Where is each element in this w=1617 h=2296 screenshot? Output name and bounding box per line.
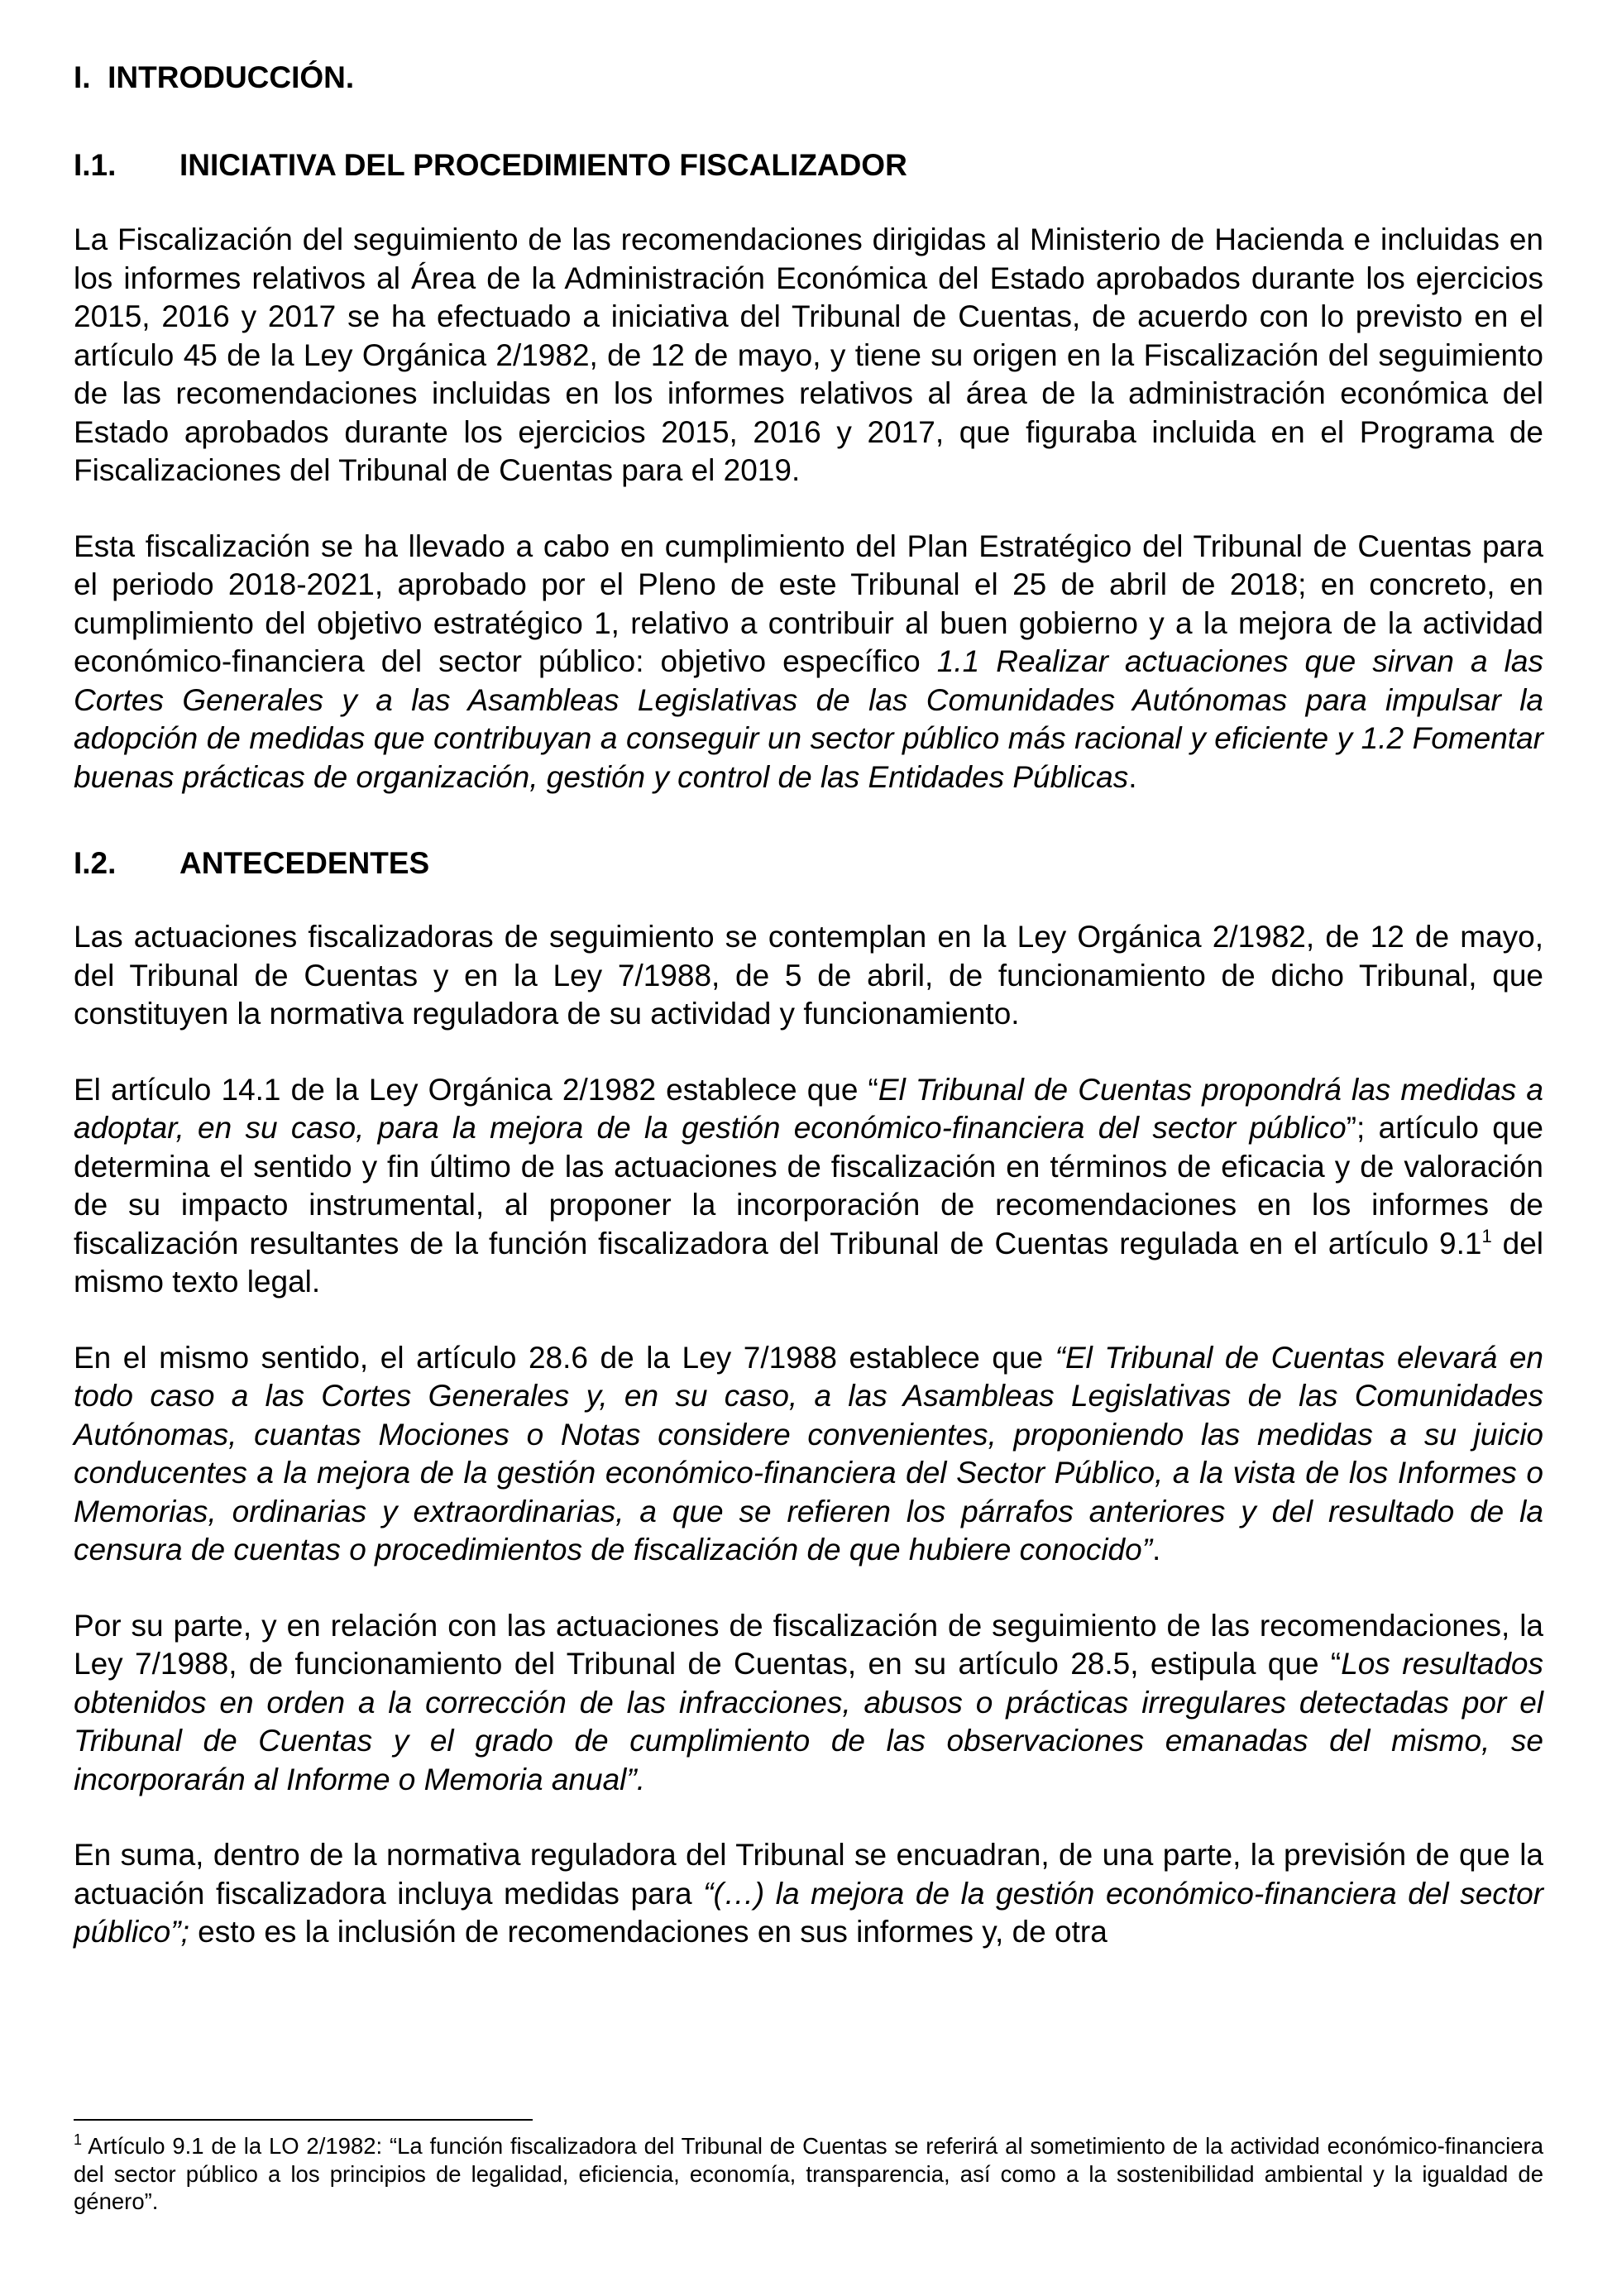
subsection-number: I.2. [74, 846, 117, 880]
paragraph-articulo-28-5 [74, 1607, 1543, 1800]
subsection-title: ANTECEDENTES [179, 846, 430, 880]
footnote [74, 2132, 1543, 2216]
section-title: INTRODUCCIÓN. [108, 60, 355, 94]
paragraph-italic-text: “(…) la mejora de la gestión económico-financiera del sector público”; [74, 1876, 1543, 1949]
footnote-text: Artículo 9.1 de la LO 2/1982: “La función fiscalizadora del Tribunal de Cuentas se referirá al sometimiento de la actividad económico-financiera del sector público a los principios de legalidad, eficiencia, economía, transparencia, así como a la sostenibilidad ambiental y la igualdad de género”. [74, 2133, 1543, 2214]
paragraph-text: . [1152, 1533, 1161, 1567]
document-body [74, 58, 1543, 1952]
paragraph-text: ”; artículo que determina el sentido y fin último de las actuaciones de fiscalización en términos de eficacia y de valoración de su impacto instrumental, al proponer la incorporación de recomendaciones en los informes de fiscalización resultantes de la función fiscalizadora del Tribunal de Cuentas regulada en el artículo 9.1 [74, 1111, 1543, 1260]
paragraph-iniciativa: La Fiscalización del seguimiento de las recomendaciones dirigidas al Ministerio de Hacienda e incluidas en los informes relativos al Área de la Administración Económica del Estado aprobados durante los ejercicios 2015, 2016 y 2017 se ha efectuado a iniciativa del Tribunal de Cuentas, de acuerdo con lo previsto en el artículo 45 de la Ley Orgánica 2/1982, de 12 de mayo, y tiene su origen en la Fiscalización del seguimiento de las recomendaciones incluidas en los informes relativos al área de la administración económica del Estado aprobados durante los ejercicios 2015, 2016 y 2017, que figuraba incluida en el Programa de Fiscalizaciones del Tribunal de Cuentas para el 2019. [74, 222, 1543, 487]
paragraph-italic-text: Los resultados obtenidos en orden a la corrección de las infracciones, abusos o prácticas irregulares detectadas por el Tribunal de Cuentas y el grado de cumplimiento de las observaciones emanadas del mismo, se incorporarán al Informe o Memoria anual”. [74, 1647, 1543, 1796]
paragraph-text: del mismo texto legal. [74, 1226, 1543, 1299]
footnote-separator [74, 2119, 533, 2121]
paragraph-en-suma [74, 1836, 1543, 1952]
paragraph-italic-text: 1.1 Realizar actuaciones que sirvan a las Cortes Generales y a las Asambleas Legislativas de las Comunidades Autónomas para impulsar la adopción de medidas que contribuyan a conseguir un sector público más racional y eficiente y 1.2 Fomentar buenas prácticas de organización, gestión y control de las Entidades Públicas [74, 644, 1543, 794]
subsection-number: I.1. [74, 148, 117, 182]
paragraph-italic-text: El Tribunal de Cuentas propondrá las medidas a adoptar, en su caso, para la mejora de la gestión económico-financiera del sector público [74, 1072, 1543, 1145]
paragraph-articulo-28-6 [74, 1339, 1543, 1570]
footnote-marker: 1 [74, 2131, 83, 2148]
paragraph-italic-text: “El Tribunal de Cuentas elevará en todo caso a las Cortes Generales y, en su caso, a las Asambleas Legislativas de las Comunidades Autónomas, cuantas Mociones o Notas considere convenientes, proponiendo las medidas a su juicio conducentes a la mejora de la gestión económico-financiera del Sector Público, a la vista de los Informes o Memorias, ordinarias y extraordinarias, a que se refieren los párrafos anteriores y del resultado de la censura de cuentas o procedimientos de fiscalización de que hubiere conocido” [74, 1340, 1543, 1567]
paragraph-text: En suma, dentro de la normativa reguladora del Tribunal se encuadran, de una parte, la previsión de que la actuación fiscalizadora incluya medidas para [74, 1838, 1543, 1911]
paragraph-actuaciones: Las actuaciones fiscalizadoras de seguimiento se contemplan en la Ley Orgánica 2/1982, de 12 de mayo, del Tribunal de Cuentas y en la Ley 7/1988, de 5 de abril, de funcionamiento de dicho Tribunal, que constituyen la normativa reguladora de su actividad y funcionamiento. [74, 920, 1543, 1031]
section-number: I. [74, 60, 91, 94]
paragraph-text: En el mismo sentido, el artículo 28.6 de la Ley 7/1988 establece que [74, 1340, 1055, 1375]
paragraph-text: Esta fiscalización se ha llevado a cabo en cumplimiento del Plan Estratégico del Tribunal de Cuentas para el periodo 2018-2021, aprobado por el Pleno de este Tribunal el 25 de abril de 2018; en concreto, en cumplimiento del objetivo estratégico 1, relativo a contribuir al buen gobierno y a la mejora de la actividad económico-financiera del sector público: objetivo específico [74, 529, 1543, 678]
paragraph-text: El artículo 14.1 de la Ley Orgánica 2/1982 establece que “ [74, 1072, 878, 1107]
subsection-heading-iniciativa [74, 146, 1543, 185]
paragraph-text: Por su parte, y en relación con las actuaciones de fiscalización de seguimiento de las recomendaciones, la Ley 7/1988, de funcionamiento del Tribunal de Cuentas, en su artículo 28.5, estipula que “ [74, 1608, 1543, 1681]
subsection-heading-antecedentes [74, 844, 1543, 883]
paragraph-plan-estrategico [74, 528, 1543, 797]
footnote-reference[interactable]: 1 [1481, 1225, 1492, 1246]
paragraph-articulo-14-1 [74, 1071, 1543, 1302]
paragraph-text: . [1128, 759, 1137, 794]
subsection-title: INICIATIVA DEL PROCEDIMIENTO FISCALIZADOR [179, 148, 907, 182]
paragraph-text: esto es la inclusión de recomendaciones en sus informes y, de otra [189, 1915, 1108, 1949]
section-heading [74, 58, 1543, 98]
